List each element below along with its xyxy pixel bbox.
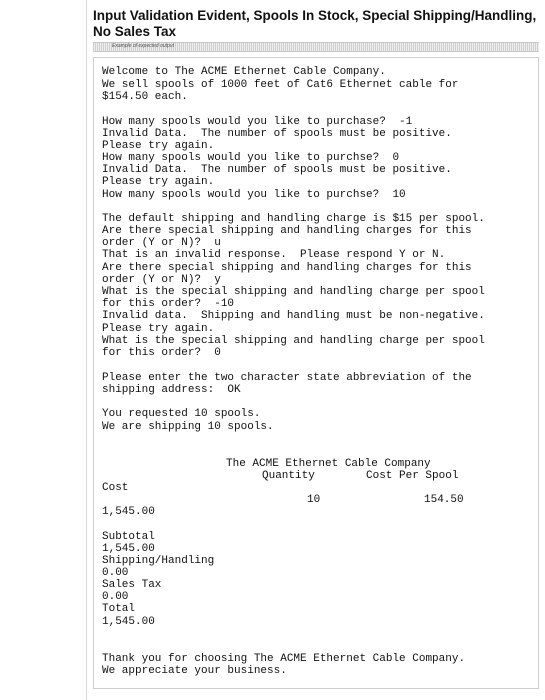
console-line: What is the special shipping and handling charge per spool [102,335,485,347]
console-line: How many spools would you like to purchase? -1 [102,116,413,128]
console-line: Are there special shipping and handling charges for this [102,225,472,237]
console-line: $154.50 each. [102,91,188,103]
console-line: Please try again. [102,176,215,188]
console-line: We sell spools of 1000 feet of Cat6 Ethernet cable for [102,79,459,91]
console-line: That is an invalid response. Please respond Y or N. [102,249,446,261]
console-line: Are there special shipping and handling charges for this [102,262,472,274]
page-title: Input Validation Evident, Spools In Stock, Special Shipping/Handling, No Sales Tax [93,8,537,39]
totals-line: 1,545.00 [102,616,155,628]
invoice-company-heading: The ACME Ethernet Cable Company [226,458,431,470]
console-line: for this order? 0 [102,347,221,359]
console-line: Thank you for choosing The ACME Ethernet Cable Company. [102,653,466,665]
console-line: How many spools would you like to purchse? 10 [102,189,406,201]
console-line: Please try again. [102,140,215,152]
console-line: Please try again. [102,323,215,335]
invoice-quantity-header: Quantity [262,470,315,482]
totals-line: 0.00 [102,567,129,579]
invoice-cost-per-spool-value: 154.50 [424,494,464,506]
invoice-quantity-value: 10 [307,494,321,506]
console-line: for this order? -10 [102,298,235,310]
invoice-cost-header: Cost [102,482,129,494]
totals-line: Subtotal [102,531,155,543]
console-line: The default shipping and handling charge is $15 per spool. [102,213,485,225]
console-line: What is the special shipping and handling charge per spool [102,286,485,298]
totals-line: 0.00 [102,591,129,603]
console-line: order (Y or N)? y [102,274,221,286]
console-line: shipping address: OK [102,384,241,396]
caption: Example of expected output [112,43,174,49]
invoice-cost-per-spool-header: Cost Per Spool [366,470,459,482]
console-line: Invalid data. Shipping and handling must be non-negative. [102,310,485,322]
invoice-cost-value: 1,545.00 [102,506,155,518]
console-line: You requested 10 spools. [102,408,261,420]
totals-line: Total [102,603,136,615]
totals-line: Sales Tax [102,579,162,591]
totals-line: 1,545.00 [102,543,155,555]
console-line: Invalid Data. The number of spools must be positive. [102,164,452,176]
totals-line: Shipping/Handling [102,555,215,567]
console-line: Welcome to The ACME Ethernet Cable Company. [102,66,386,78]
console-line: We appreciate your business. [102,665,287,677]
console-line: Please enter the two character state abbreviation of the [102,372,472,384]
console-line: How many spools would you like to purchse? 0 [102,152,400,164]
console-line: We are shipping 10 spools. [102,421,274,433]
console-line: order (Y or N)? u [102,237,221,249]
console-line: Invalid Data. The number of spools must be positive. [102,128,452,140]
